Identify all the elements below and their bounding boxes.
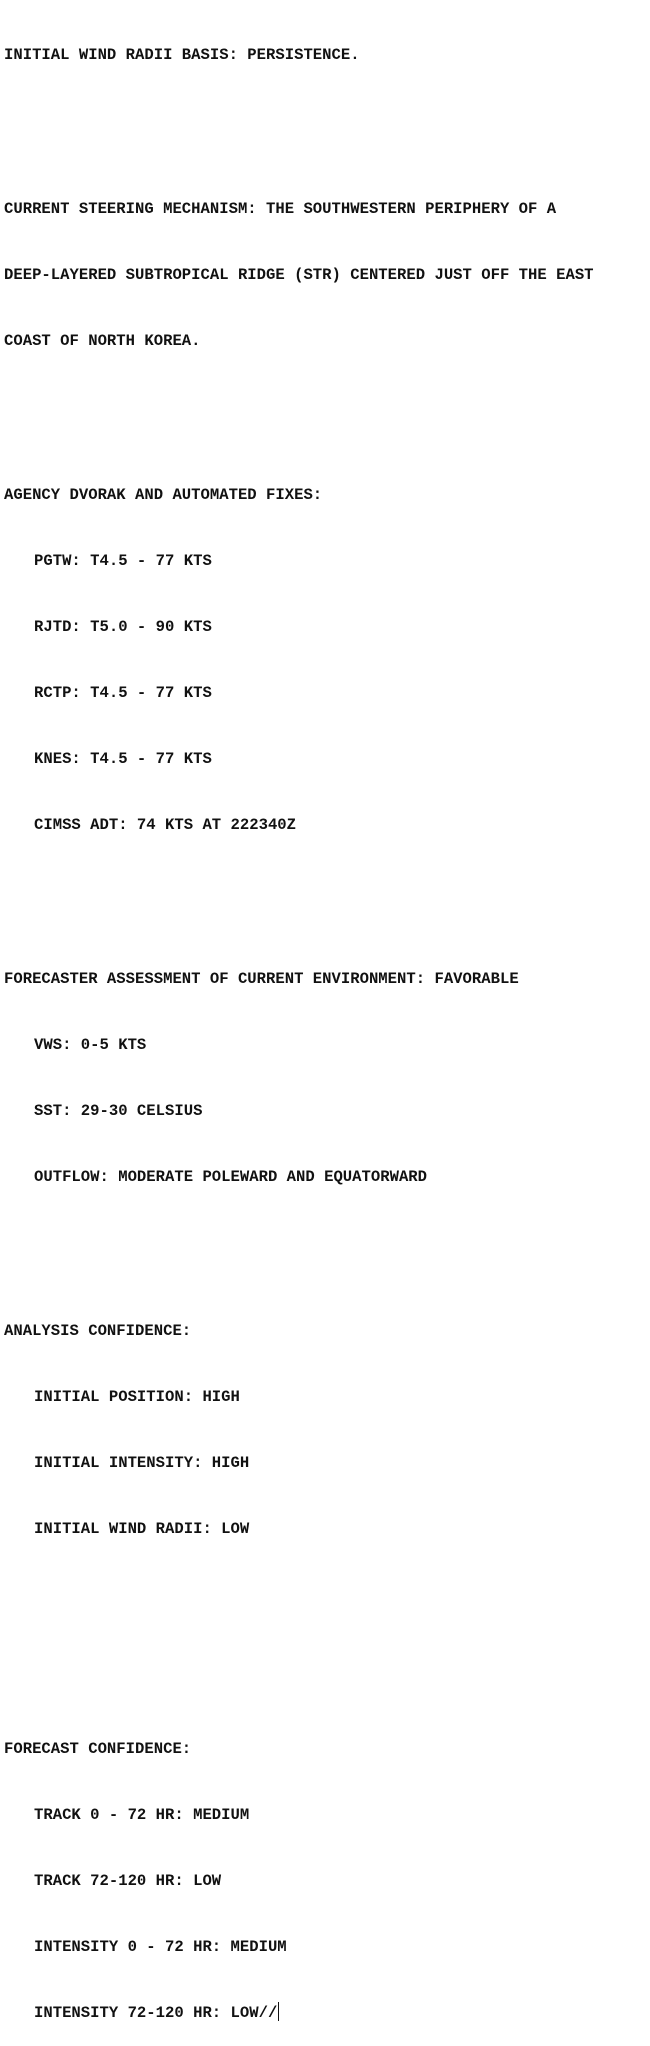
steering-line-3: COAST OF NORTH KOREA. <box>4 332 201 350</box>
analysis-initial-position: INITIAL POSITION: HIGH <box>34 1388 240 1406</box>
blank-line <box>4 396 646 418</box>
warning-text-document <box>4 0 646 2046</box>
blank-line <box>4 1650 646 1672</box>
env-outflow: OUTFLOW: MODERATE POLEWARD AND EQUATORWARD <box>34 1168 428 1186</box>
fix-rctp: RCTP: T4.5 - 77 KTS <box>34 684 212 702</box>
steering-line-2: DEEP-LAYERED SUBTROPICAL RIDGE (STR) CENTERED JUST OFF THE EAST <box>4 266 594 284</box>
steering-line-1: CURRENT STEERING MECHANISM: THE SOUTHWESTERN PERIPHERY OF A <box>4 200 557 218</box>
fix-knes: KNES: T4.5 - 77 KTS <box>34 750 212 768</box>
environment-heading: FORECASTER ASSESSMENT OF CURRENT ENVIRONMENT: FAVORABLE <box>4 970 519 988</box>
env-vws: VWS: 0-5 KTS <box>34 1036 147 1054</box>
fix-cimss-adt: CIMSS ADT: 74 KTS AT 222340Z <box>34 816 297 834</box>
blank-line <box>4 880 646 902</box>
fixes-heading: AGENCY DVORAK AND AUTOMATED FIXES: <box>4 486 323 504</box>
forecast-track-0-72: TRACK 0 - 72 HR: MEDIUM <box>34 1806 250 1824</box>
blank-line <box>4 1232 646 1254</box>
analysis-initial-wind-radii: INITIAL WIND RADII: LOW <box>34 1520 250 1538</box>
env-sst: SST: 29-30 CELSIUS <box>34 1102 203 1120</box>
fix-pgtw: PGTW: T4.5 - 77 KTS <box>34 552 212 570</box>
forecast-intensity-72-120-line <box>4 2002 646 2024</box>
initial-wind-radii-basis: INITIAL WIND RADII BASIS: PERSISTENCE. <box>4 46 360 64</box>
analysis-initial-intensity: INITIAL INTENSITY: HIGH <box>34 1454 250 1472</box>
blank-line <box>4 1584 646 1606</box>
fix-rjtd: RJTD: T5.0 - 90 KTS <box>34 618 212 636</box>
text-cursor <box>278 2002 279 2021</box>
blank-line <box>4 110 646 132</box>
analysis-confidence-heading: ANALYSIS CONFIDENCE: <box>4 1322 192 1340</box>
forecast-intensity-0-72: INTENSITY 0 - 72 HR: MEDIUM <box>34 1938 287 1956</box>
forecast-intensity-72-120: INTENSITY 72-120 HR: LOW// <box>34 2004 278 2022</box>
forecast-track-72-120: TRACK 72-120 HR: LOW <box>34 1872 222 1890</box>
forecast-confidence-heading: FORECAST CONFIDENCE: <box>4 1740 192 1758</box>
